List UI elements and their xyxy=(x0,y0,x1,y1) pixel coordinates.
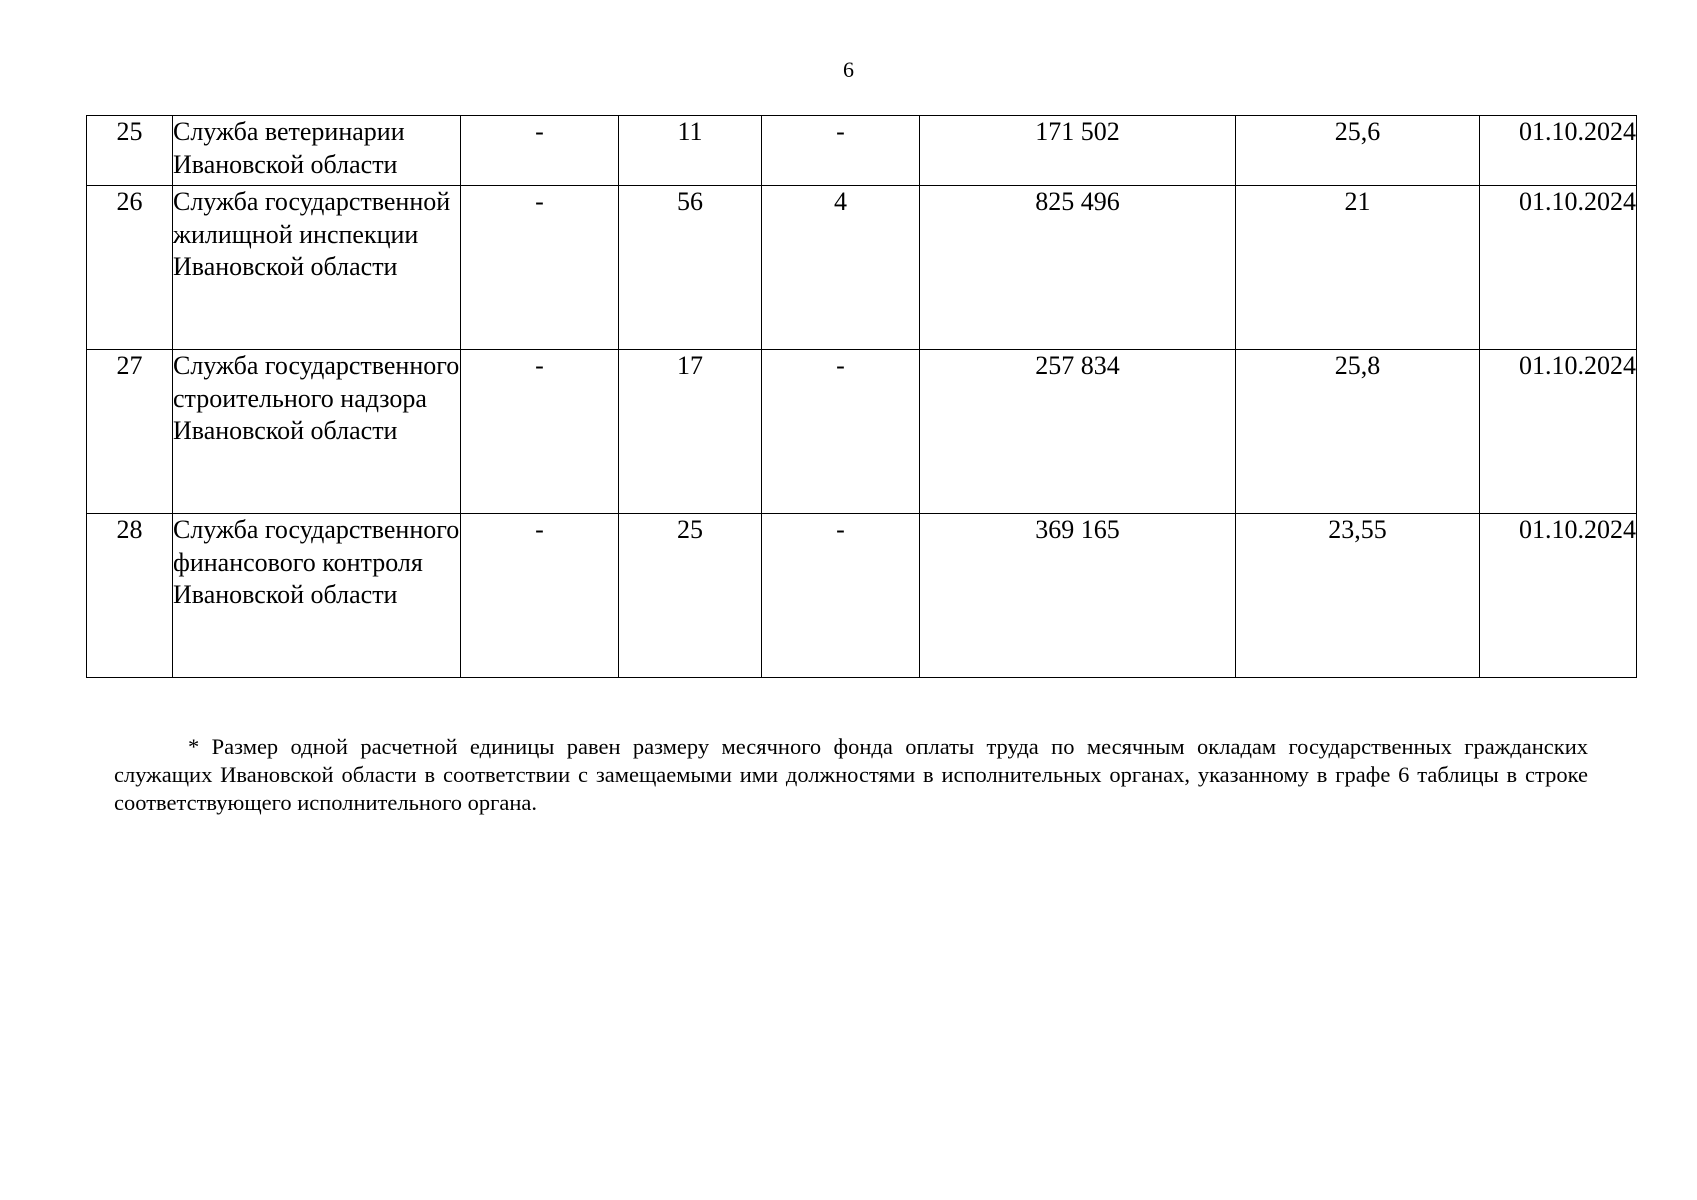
col3-cell: - xyxy=(461,186,619,350)
col3-cell: - xyxy=(461,350,619,514)
col4-cell: 17 xyxy=(619,350,762,514)
date-cell: 01.10.2024 xyxy=(1480,186,1637,350)
table-row xyxy=(87,514,1637,678)
col5-cell: - xyxy=(762,116,920,186)
date-cell: 01.10.2024 xyxy=(1480,116,1637,186)
agency-name-cell: Служба государственного финансового контроля Ивановской области xyxy=(173,514,461,678)
agency-name-cell: Служба государственной жилищной инспекции Ивановской области xyxy=(173,186,461,350)
row-number-cell: 28 xyxy=(87,514,173,678)
row-number-cell: 25 xyxy=(87,116,173,186)
col7-cell: 23,55 xyxy=(1236,514,1480,678)
row-number-cell: 26 xyxy=(87,186,173,350)
table-row xyxy=(87,186,1637,350)
page-number: 6 xyxy=(843,57,854,82)
col6-cell: 257 834 xyxy=(920,350,1236,514)
col6-cell: 369 165 xyxy=(920,514,1236,678)
col7-cell: 25,8 xyxy=(1236,350,1480,514)
table-row xyxy=(87,116,1637,186)
data-table xyxy=(86,115,1637,678)
agency-name-cell: Служба ветеринарии Ивановской области xyxy=(173,116,461,186)
col5-cell: - xyxy=(762,514,920,678)
col7-cell: 25,6 xyxy=(1236,116,1480,186)
table-row xyxy=(87,350,1637,514)
col5-cell: 4 xyxy=(762,186,920,350)
col6-cell: 171 502 xyxy=(920,116,1236,186)
col6-cell: 825 496 xyxy=(920,186,1236,350)
col4-cell: 56 xyxy=(619,186,762,350)
col4-cell: 25 xyxy=(619,514,762,678)
row-number-cell: 27 xyxy=(87,350,173,514)
col3-cell: - xyxy=(461,116,619,186)
col3-cell: - xyxy=(461,514,619,678)
col5-cell: - xyxy=(762,350,920,514)
date-cell: 01.10.2024 xyxy=(1480,350,1637,514)
agency-name-cell: Служба государственного строительного надзора Ивановской области xyxy=(173,350,461,514)
footnote: * Размер одной расчетной единицы равен размеру месячного фонда оплаты труда по месячным окладам государственных гражданских служащих Ивановской области в соответствии с замещаемыми ими должностями в исполнительных органах, указанному в графе 6 таблицы в строке соответствующего исполнительного органа. xyxy=(114,733,1588,815)
col4-cell: 11 xyxy=(619,116,762,186)
col7-cell: 21 xyxy=(1236,186,1480,350)
date-cell: 01.10.2024 xyxy=(1480,514,1637,678)
